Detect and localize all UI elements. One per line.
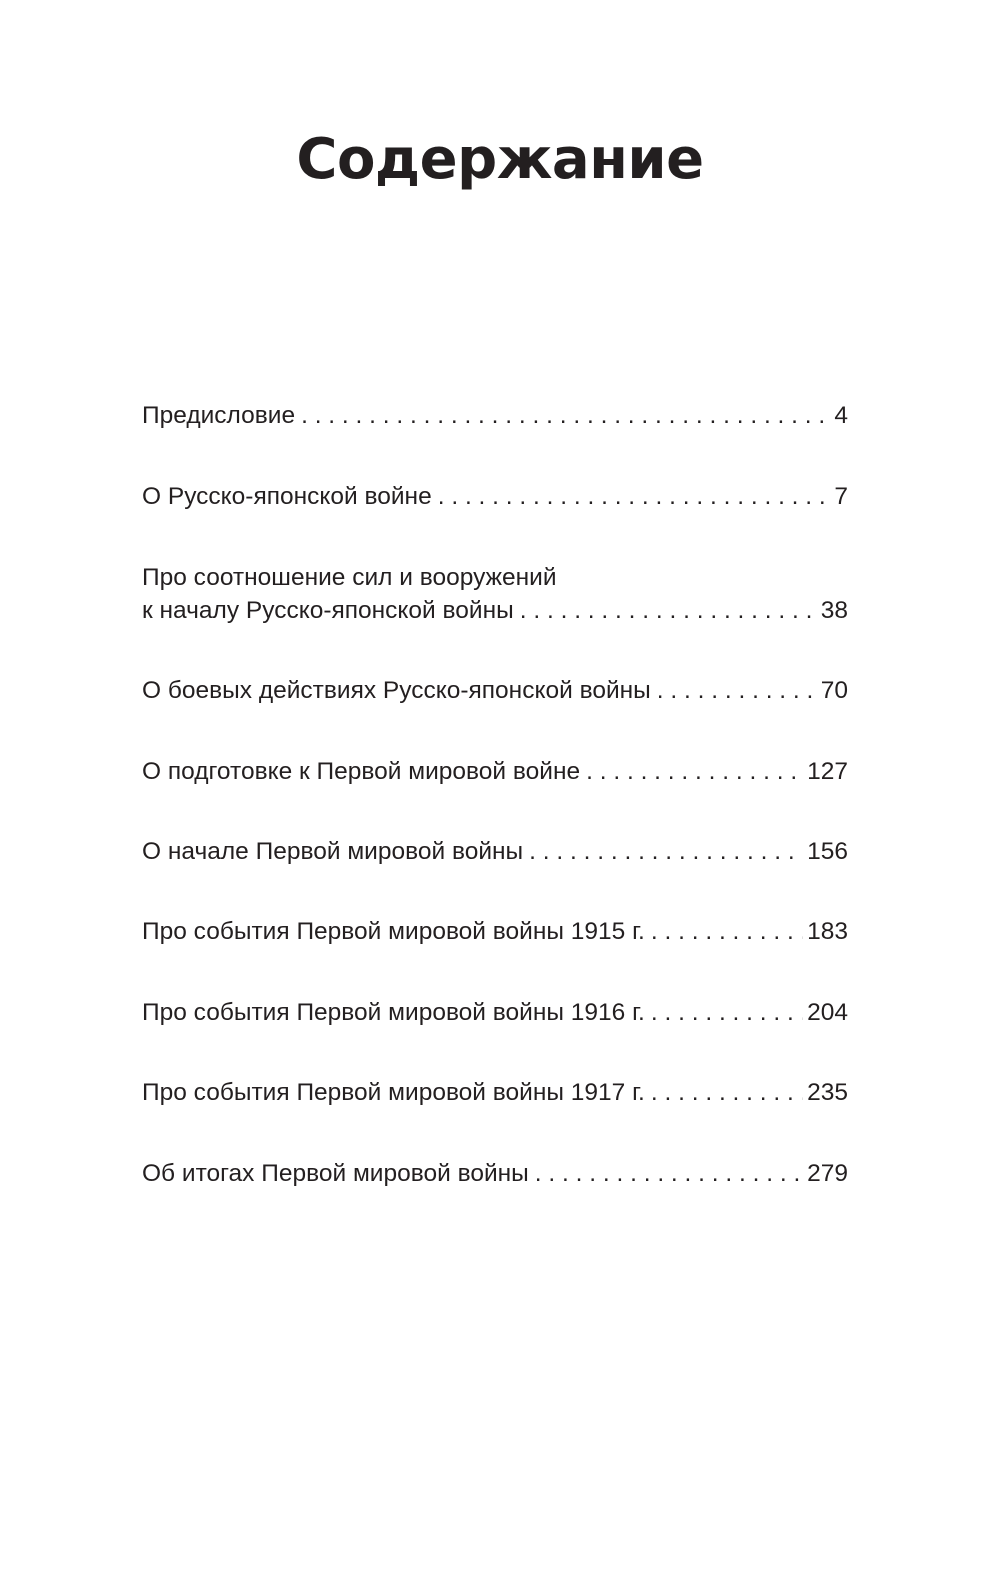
toc-entry-title: к началу Русско-японской войны [142,597,514,624]
dot-leader [520,594,817,627]
toc-entry-title: О подготовке к Первой мировой войне [142,758,581,785]
toc-entry-title: О начале Первой мировой войны [142,838,524,865]
dot-leader [651,915,803,948]
toc-entry[interactable] [142,915,848,948]
toc-entry-title: Про события Первой мировой войны 1915 г. [142,918,645,945]
toc-entry[interactable] [142,480,848,513]
toc-entry-page: 127 [807,758,848,785]
page-title: Содержание [296,127,704,192]
toc-entry[interactable] [142,996,848,1029]
toc-entry-page: 4 [834,402,848,429]
toc-entry-page: 156 [807,838,848,865]
dot-leader [438,480,831,513]
toc-entry[interactable] [142,561,848,627]
toc-entry-page: 38 [820,597,848,624]
toc-entry-page: 7 [834,483,848,510]
toc-entry[interactable] [142,399,848,432]
dot-leader [651,1076,803,1109]
toc-entry-title: Про события Первой мировой войны 1917 г. [142,1079,645,1106]
toc-entry-page: 204 [807,999,848,1026]
toc-entry[interactable] [142,1157,848,1190]
dot-leader [535,1157,803,1190]
dot-leader [657,674,817,707]
toc-entry-title: Об итогах Первой мировой войны [142,1160,529,1187]
toc-entry-title-line1: Про соотношение сил и вооружений [142,564,557,591]
dot-leader [301,399,830,432]
toc-entry-title: Предисловие [142,402,296,429]
dot-leader [586,755,803,788]
toc-entry[interactable] [142,755,848,788]
toc-entry[interactable] [142,674,848,707]
toc-entry-title: Про события Первой мировой войны 1916 г. [142,999,645,1026]
dot-leader [651,996,803,1029]
toc-entry-title: О Русско-японской войне [142,483,432,510]
dot-leader [529,835,803,868]
toc-entry[interactable] [142,835,848,868]
toc-entry[interactable] [142,1076,848,1109]
toc-entry-page: 183 [807,918,848,945]
toc-entry-title: О боевых действиях Русско-японской войны [142,677,651,704]
toc-entry-page: 70 [820,677,848,704]
toc-entry-page: 279 [807,1160,848,1187]
toc-entry-page: 235 [807,1079,848,1106]
